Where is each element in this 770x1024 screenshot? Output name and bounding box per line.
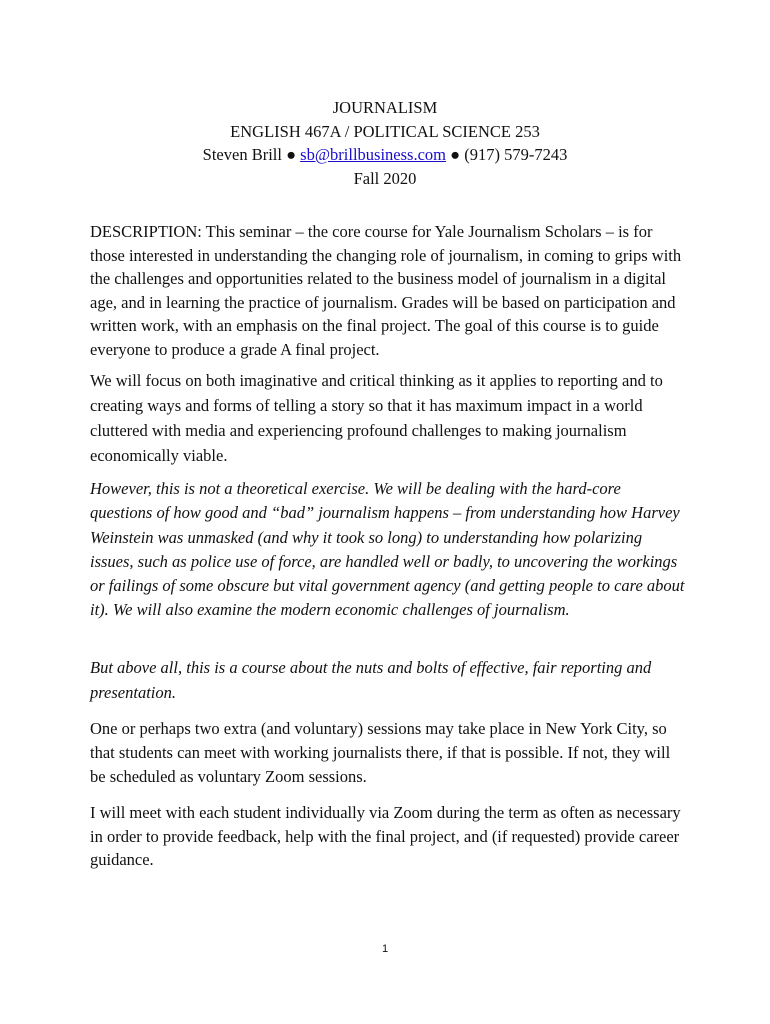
description-paragraph: DESCRIPTION: This seminar – the core course for Yale Journalism Scholars – is for those interested in understanding the changing role of journalism, in coming to grips with the challenges and opportunities related to the business model of journalism in a digital age, and in learning the practice of journalism. Grades will be based on participation and written work, with an emphasis on the final project. The goal of this course is to guide everyone to produce a grade A final project. bbox=[90, 222, 682, 359]
instructor-name: Steven Brill bbox=[202, 145, 282, 164]
syllabus-header bbox=[0, 96, 770, 190]
course-title: JOURNALISM bbox=[332, 98, 438, 117]
extra-sessions-paragraph: One or perhaps two extra (and voluntary) sessions may take place in New York City, so that students can meet with working journalists there, if that is possible. If not, they will be scheduled as voluntary Zoom sessions. bbox=[90, 719, 671, 786]
not-theoretical-paragraph: However, this is not a theoretical exercise. We will be dealing with the hard-core questions of how good and “bad” journalism happens – from understanding how Harvey Weinstein was unmasked (and why it took so long) to understanding how polarizing issues, such as police use of force, are handled well or badly, to uncovering the workings or failings of some obscure but vital government agency (and getting people to care about it). We will also examine the modern economic challenges of journalism. bbox=[90, 479, 685, 620]
meetings-paragraph: I will meet with each student individually via Zoom during the term as often as necessary in order to provide feedback, help with the final project, and (if requested) provide career guidance. bbox=[90, 803, 681, 869]
bullet-separator: ● bbox=[450, 145, 461, 164]
focus-paragraph: We will focus on both imaginative and critical thinking as it applies to reporting and to creating ways and forms of telling a story so that it has maximum impact in a world cluttered with media and experiencing profound challenges to making journalism economically viable. bbox=[90, 371, 663, 465]
bullet-separator: ● bbox=[286, 145, 297, 164]
course-numbers: ENGLISH 467A / POLITICAL SCIENCE 253 bbox=[230, 121, 540, 141]
nuts-and-bolts-paragraph: But above all, this is a course about the nuts and bolts of effective, fair reporting and presentation. bbox=[90, 658, 652, 702]
page-number: 1 bbox=[381, 943, 389, 955]
instructor-email-link[interactable]: sb@brillbusiness.com bbox=[300, 145, 446, 164]
instructor-contact-line bbox=[0, 143, 770, 167]
instructor-phone: (917) 579-7243 bbox=[464, 145, 568, 164]
course-term: Fall 2020 bbox=[353, 168, 417, 188]
